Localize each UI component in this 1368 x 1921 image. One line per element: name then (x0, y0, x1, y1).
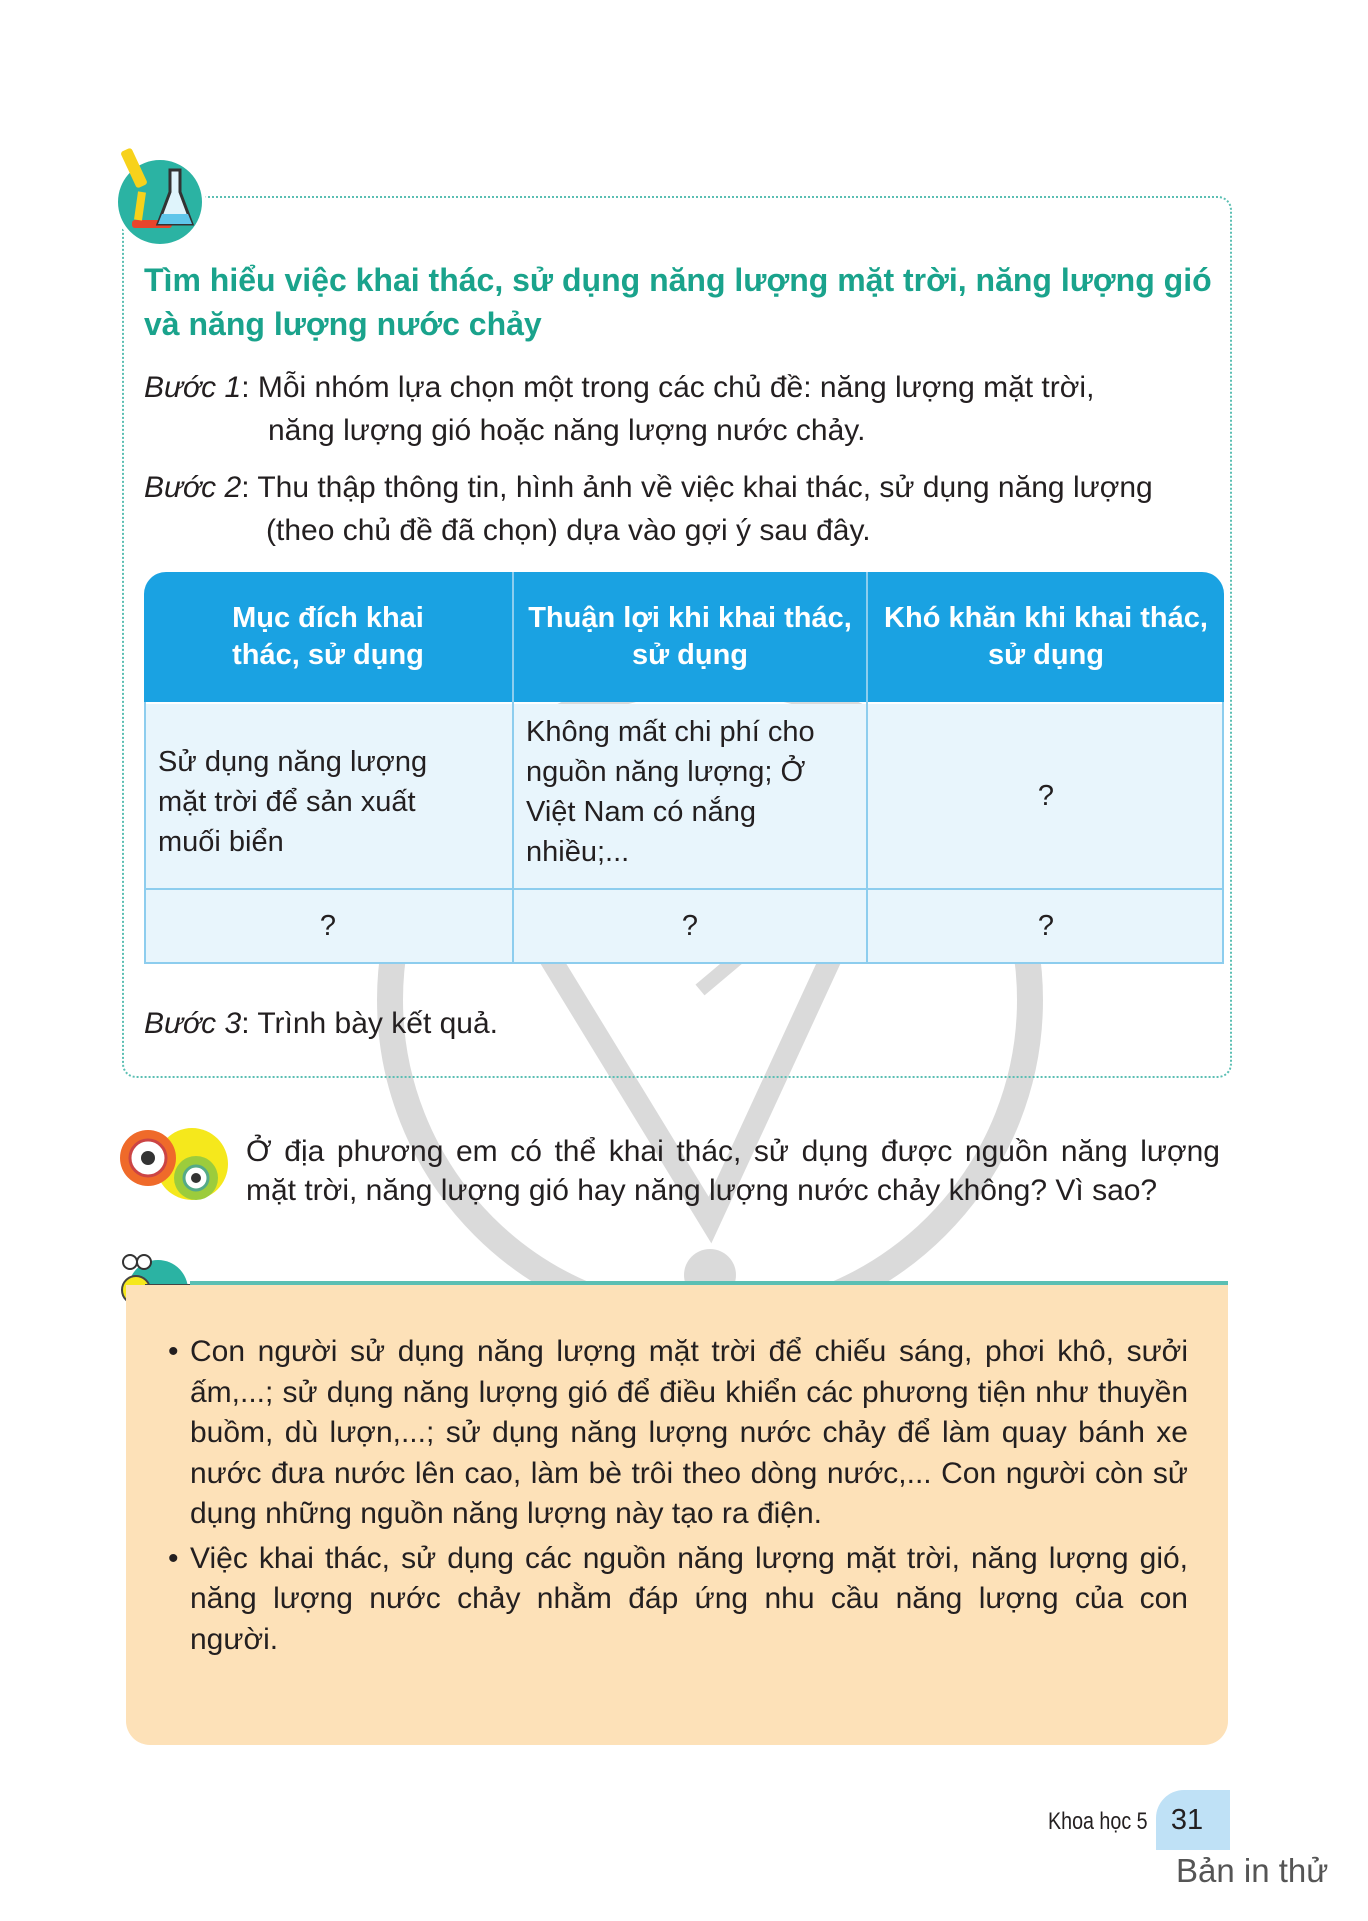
step-2-text: : Thu thập thông tin, hình ảnh về việc khai thác, sử dụng năng lượng (241, 471, 1153, 504)
row1-advantage: Không mất chi phí cho nguồn năng lượng; Ở Việt Nam có nắng nhiều;... (514, 704, 866, 888)
table-border-left (144, 702, 146, 964)
page-number: 31 (1170, 1804, 1204, 1836)
row1-purpose: Sử dụng năng lượng mặt trời để sản xuất muối biển (144, 704, 512, 888)
step-3-label: Bước 3 (144, 1007, 242, 1040)
summary-bullet: • Con người sử dụng năng lượng mặt trời để chiếu sáng, phơi khô, sưởi ấm,...; sử dụng năng lượng gió để điều khiển các phương tiện như thuyền buồm, dù lượn,...; sử dụng năng lượng nước chảy để làm quay bánh xe nước đưa nước lên cao, làm bè trôi theo dòng nước,... Con người còn sử dụng những nguồn năng lượng này tạo ra điện. (168, 1332, 1188, 1535)
activity-heading: Tìm hiểu việc khai thác, sử dụng năng lượng mặt trời, năng lượng gió và năng lượng nước chảy (144, 262, 1212, 342)
step-3 (144, 1002, 1229, 1045)
step-1-text-cont: năng lượng gió hoặc năng lượng nước chảy. (268, 414, 866, 447)
microscope-flask-icon (110, 140, 210, 252)
step-3-text: : Trình bày kết quả. (241, 1007, 499, 1040)
question-text: Ở địa phương em có thể khai thác, sử dụng được nguồn năng lượng mặt trời, năng lượng gió hay năng lượng nước chảy không? Vì sao? (246, 1135, 1220, 1207)
header-purpose: Mục đích khai thác, sử dụng (144, 572, 512, 702)
gears-icon (112, 1120, 230, 1210)
summary-bullet: • Việc khai thác, sử dụng các nguồn năng lượng mặt trời, năng lượng gió, năng lượng nước chảy nhằm đáp ứng nhu cầu năng lượng của con người. (168, 1539, 1188, 1661)
step-1 (144, 366, 1229, 452)
header-difficulty: Khó khăn khi khai thác, sử dụng (868, 572, 1224, 702)
table-divider-2 (866, 572, 868, 964)
table-row-divider (144, 888, 1224, 890)
step-1-text: : Mỗi nhóm lựa chọn một trong các chủ đề: năng lượng mặt trời, (241, 371, 1095, 404)
table-border-bottom (144, 962, 1224, 964)
row2-advantage: ? (514, 890, 866, 962)
row2-difficulty: ? (868, 890, 1224, 962)
table-divider-1 (512, 572, 514, 964)
suggestion-table (144, 572, 1224, 964)
step-2-label: Bước 2 (144, 471, 242, 504)
header-advantage: Thuận lợi khi khai thác, sử dụng (514, 572, 866, 702)
summary-list (168, 1332, 1188, 1664)
row1-difficulty: ? (868, 704, 1224, 888)
step-2-text-cont: (theo chủ đề đã chọn) dựa vào gợi ý sau đây. (266, 514, 871, 547)
step-1-label: Bước 1 (144, 371, 242, 404)
draft-label: Bản in thử (1176, 1852, 1329, 1889)
step-2 (144, 466, 1229, 552)
book-name: Khoa học 5 (1048, 1808, 1148, 1835)
row2-purpose: ? (144, 890, 512, 962)
table-border-right (1222, 702, 1224, 964)
